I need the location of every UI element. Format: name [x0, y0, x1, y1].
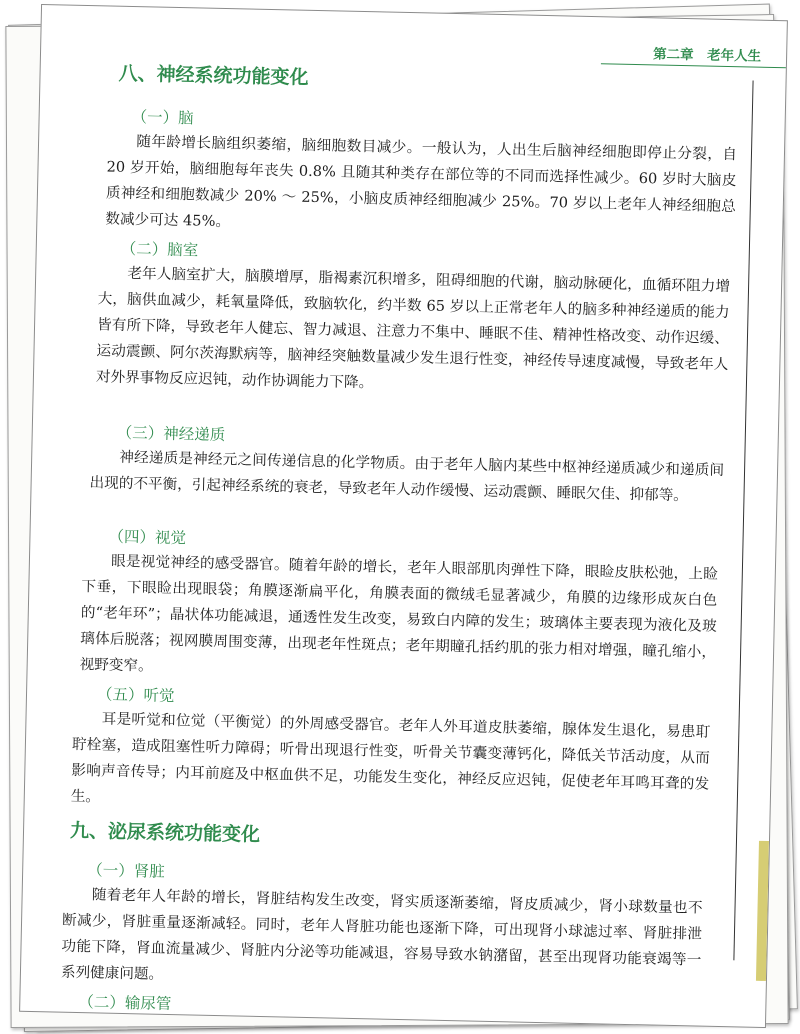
subsection-heading: （二）脑室 — [120, 239, 199, 260]
section-heading: 九、泌尿系统功能变化 — [69, 819, 261, 846]
body-paragraph: 眼是视觉神经的感受器官。随着年龄的增长，老年人眼部肌肉弹性下降，眼睑皮肤松弛，上睑下垂，下眼睑出现眼袋；角膜逐渐扁平化，角膜表面的微绒毛显著减少，角膜的边缘形成灰白色的“老年环”；晶状体功能减退，通透性发生改变，易致白内障的发生；玻璃体主要表现为液化及玻璃体后脱落；视网膜周围变薄，出现老年性斑点；老年期瞳孔括约肌的张力相对增强，瞳孔缩小，视野变窄。 — [79, 552, 718, 675]
subsection-heading: （二）输尿管 — [78, 993, 172, 1014]
subsection-heading: （一）脑 — [131, 107, 194, 128]
running-head: 第二章 老年人生 — [652, 46, 762, 65]
subsection-heading: （三）神经递质 — [116, 423, 226, 445]
body-paragraph: 耳是听觉和位觉（平衡觉）的外周感受器官。老年人外耳道皮肤萎缩，腺体发生退化，易患耵聍栓塞，造成阻塞性听力障碍；听骨出现退行性变，听骨关节囊变薄钙化，降低关节活动度，从而影响声音传导；内耳前庭及中枢血供不足，功能发生变化，神经反应迟钝，促使老年耳鸣耳聋的发生。 — [70, 710, 711, 806]
subsection-heading: （五）听觉 — [96, 685, 175, 706]
subsection-heading: （四）视觉 — [108, 527, 187, 548]
subsection-heading: （一）肾脏 — [87, 861, 165, 881]
section-heading: 八、神经系统功能变化 — [118, 62, 309, 89]
margin-rule — [733, 81, 753, 961]
body-paragraph: 随着老年人年龄的增长，肾脏结构发生改变，肾实质逐渐萎缩，肾皮质减少，肾小球数量也不断减少，肾脏重量逐渐减轻。同时，老年人肾脏功能也逐渐下降，可出现肾小球滤过率、肾脏排泄功能下降，肾血流量减少、肾脏内分泌等功能减退，容易导致水钠潴留，甚至出现肾功能衰竭等一系列健康问题。 — [60, 886, 703, 983]
body-paragraph: 随年龄增长脑组织萎缩，脑细胞数目减少。一般认为，人出生后脑神经细胞即停止分裂，自 20 岁开始，脑细胞每年丧失 0.8% 且随其种类存在部位等的不同而选择性减少。60 岁时大脑皮质神经和细胞数减少 20% ～ 25%，小脑皮质神经细胞减少 25%。70 岁以上老年人神经细胞总数减少可达 45%。 — [105, 133, 738, 231]
body-paragraph: 神经递质是神经元之间传递信息的化学物质。由于老年人脑内某些中枢神经递质减少和递质间出现的不平衡，引起神经系统的衰老，导致老年人动作缓慢、运动震颤、睡眠欠佳、抑郁等。 — [89, 448, 725, 505]
body-paragraph: 老年人脑室扩大，脑膜增厚，脂褐素沉积增多，阻碍细胞的代谢，脑动脉硬化，血循环阻力增大，脑供血减少，耗氧量降低，致脑软化，约半数 65 岁以上正常老年人的脑多种神经递质的能力皆有所下降，导致老年人健忘、智力减退、注意力不集中、睡眠不佳、精神性格改变、动作迟缓、运动震颤、阿尔茨海默病等，脑神经突触数量减少发生退行性变，神经传导速度减慢，导致老年人对外界事物反应迟钝，动作协调能力下降。 — [95, 264, 731, 392]
page-edge-strip — [756, 841, 769, 981]
book-page — [19, 4, 788, 1028]
